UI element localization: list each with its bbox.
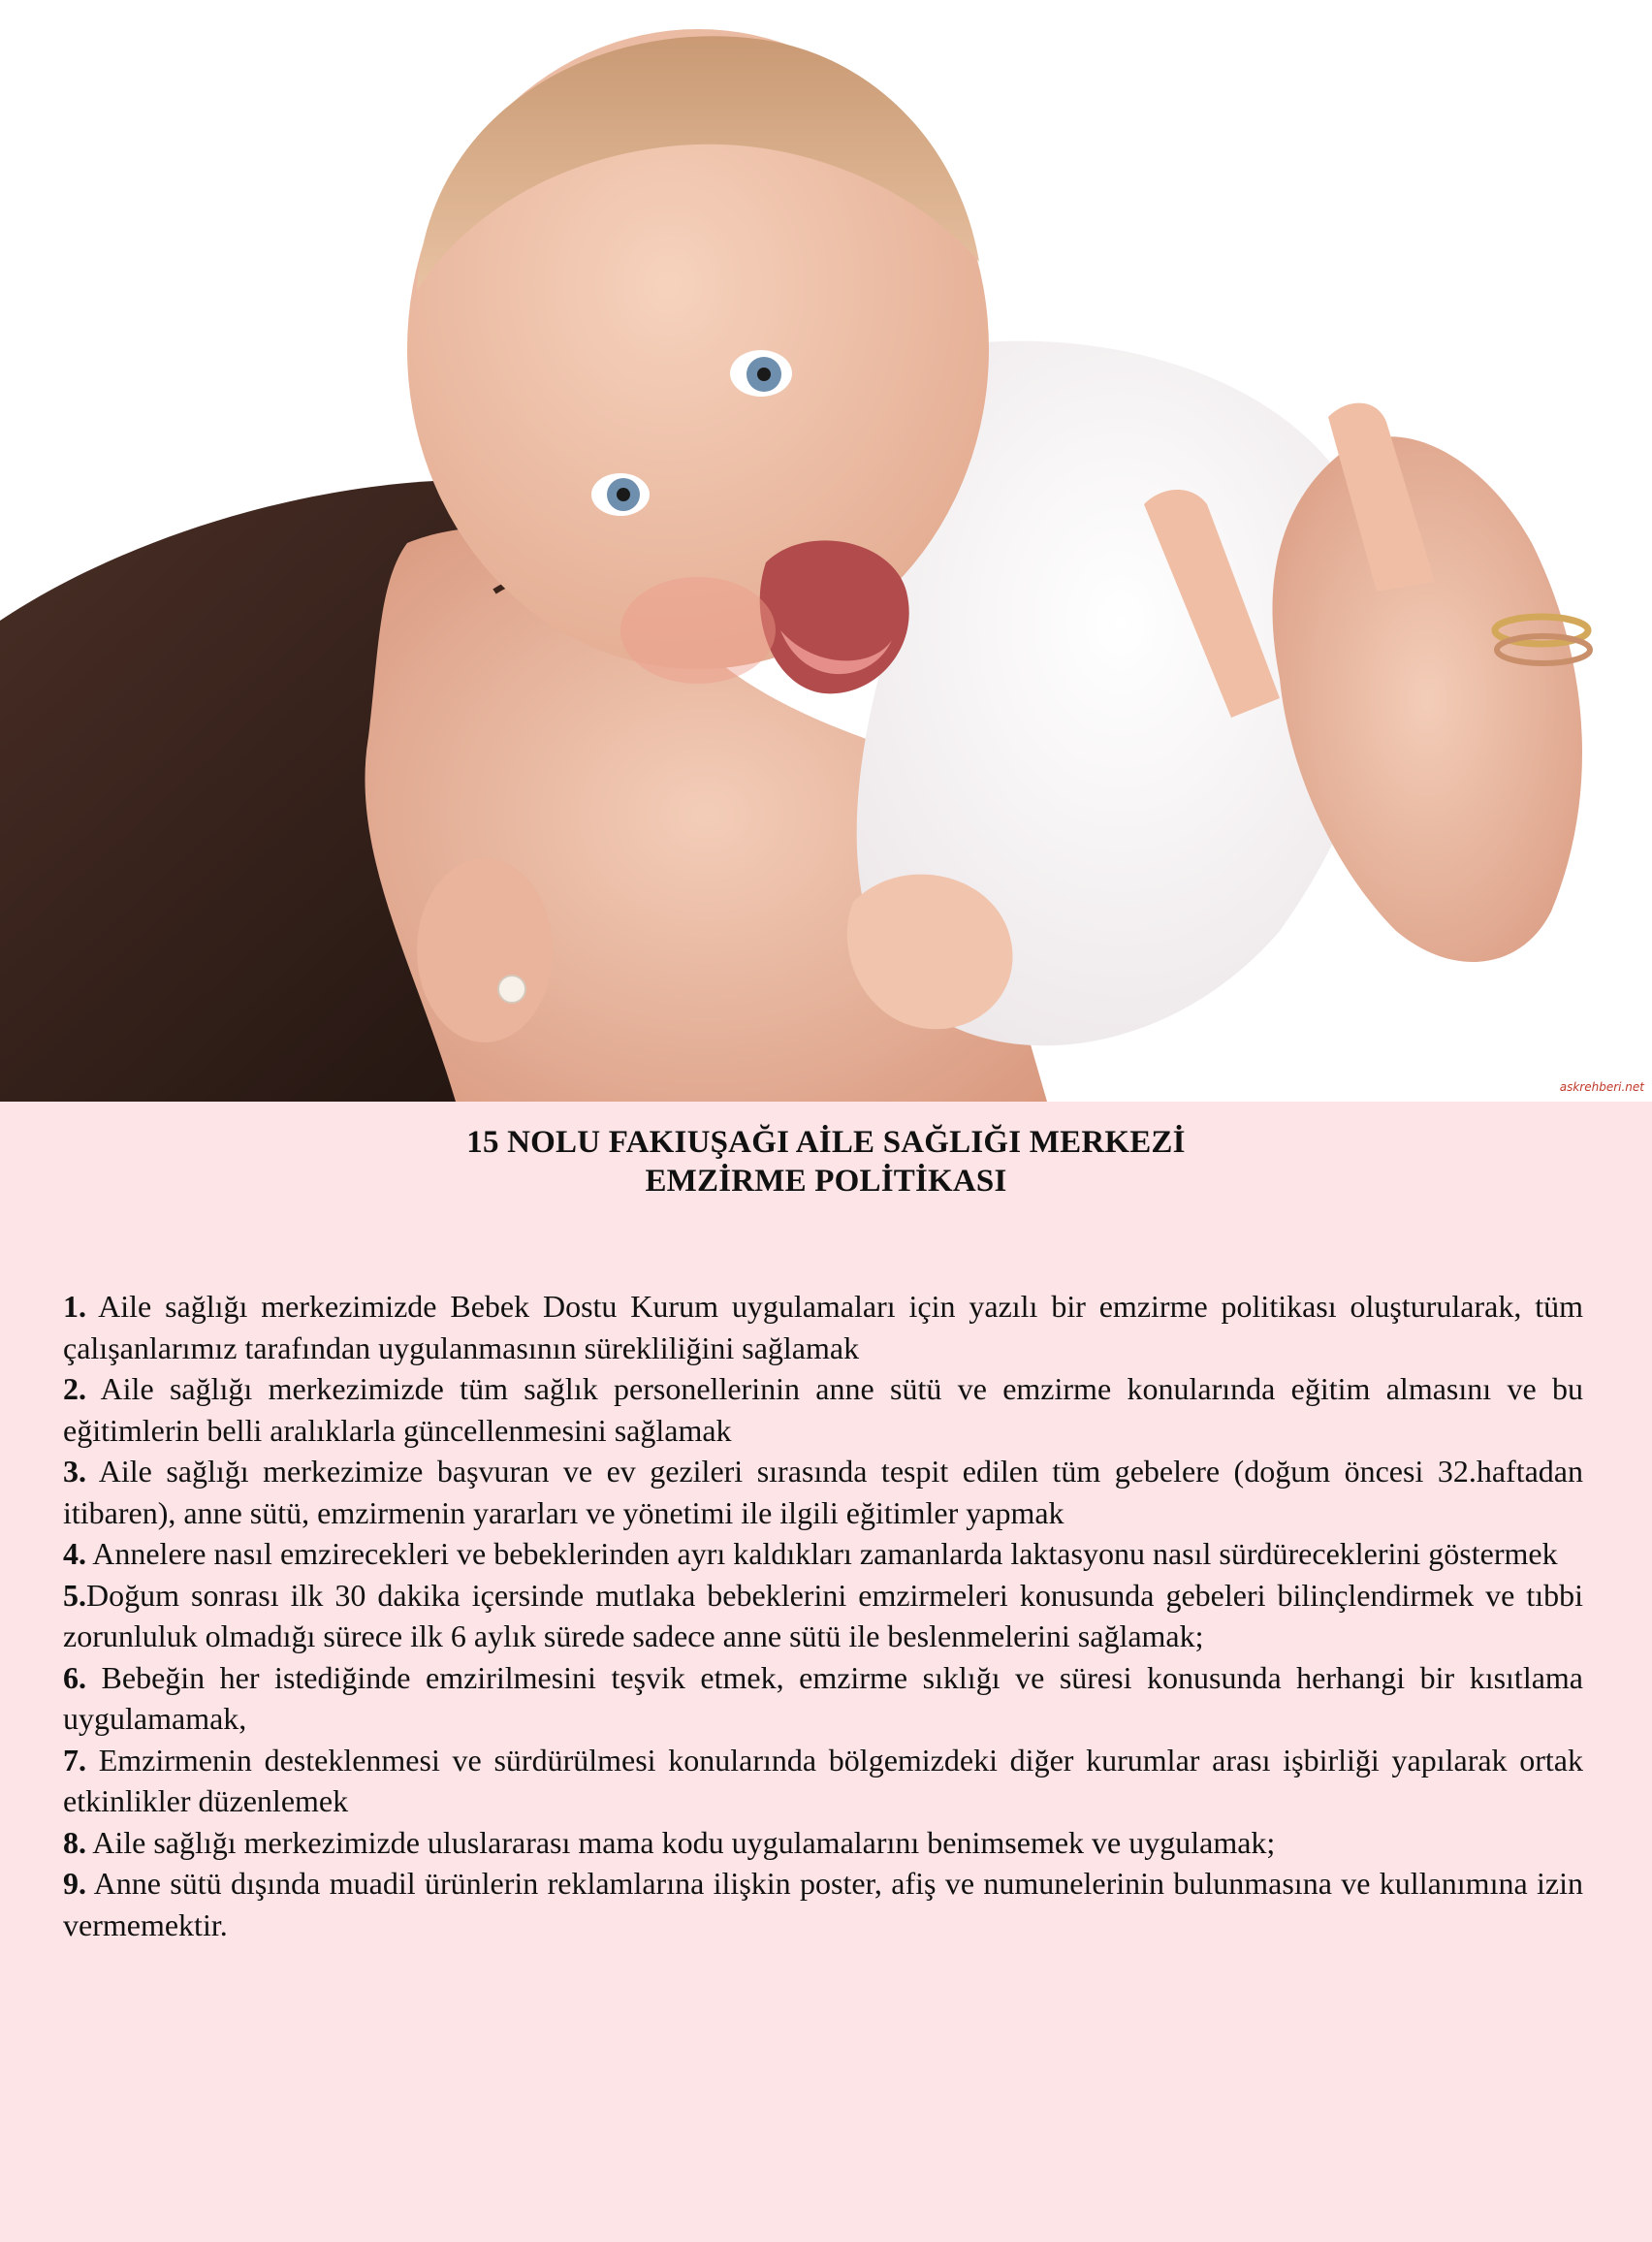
document-header: [0, 1123, 1652, 1201]
policy-item-text: Bebeğin her istediğinde emzirilmesini teşvik etmek, emzirme sıklığı ve süresi konusunda herhangi bir kısıtlama uygulamamak,: [63, 1659, 1583, 1736]
policy-item: [63, 1286, 1583, 1368]
policy-item-number: 1.: [63, 1289, 86, 1324]
document-title: 15 NOLU FAKIUŞAĞI AİLE SAĞLIĞI MERKEZİ: [466, 1125, 1186, 1160]
policy-item-text: Annelere nasıl emzirecekleri ve bebeklerinden ayrı kaldıkları zamanlarda laktasyonu nasıl sürdüreceklerini göstermek: [86, 1536, 1558, 1571]
policy-item-number: 4.: [63, 1536, 86, 1571]
policy-item-text: Aile sağlığı merkezimizde tüm sağlık personellerinin anne sütü ve emzirme konularında eğitim almasını ve bu eğitimlerin belli aralıklarla güncellenmesini sağlamak: [63, 1371, 1583, 1448]
policy-list: [63, 1286, 1583, 1945]
policy-item: [63, 1368, 1583, 1451]
document-subtitle: EMZİRME POLİTİKASI: [645, 1164, 1007, 1199]
policy-item: [63, 1740, 1583, 1822]
policy-item-number: 2.: [63, 1371, 86, 1406]
hero-photo: [0, 0, 1652, 1102]
policy-item: [63, 1657, 1583, 1740]
policy-item-number: 8.: [63, 1824, 86, 1860]
policy-item-text: Aile sağlığı merkezimizde uluslararası mama kodu uygulamalarını benimsemek ve uygulamak;: [86, 1824, 1276, 1860]
policy-item-number: 6.: [63, 1659, 86, 1695]
policy-item-text: Anne sütü dışında muadil ürünlerin reklamlarına ilişkin poster, afiş ve numunelerinin bulunmasına ve kullanımına izin vermemektir.: [63, 1866, 1583, 1942]
policy-item: [63, 1575, 1583, 1657]
policy-item-text: Emzirmenin desteklenmesi ve sürdürülmesi konularında bölgemizdeki diğer kurumlar arası işbirliği yapılarak ortak etkinlikler düzenlemek: [63, 1742, 1583, 1818]
policy-item: [63, 1863, 1583, 1945]
policy-item-text: Aile sağlığı merkezimizde Bebek Dostu Kurum uygulamaları için yazılı bir emzirme politikası oluşturularak, tüm çalışanlarımız tarafından uygulanmasının sürekliliğini sağlamak: [63, 1289, 1583, 1365]
policy-item: [63, 1451, 1583, 1533]
mother-baby-illustration: [0, 0, 1652, 1102]
watermark-text: askrehberi.net: [1559, 1080, 1644, 1094]
policy-item-number: 3.: [63, 1454, 86, 1489]
policy-item: [63, 1822, 1583, 1864]
policy-item: [63, 1533, 1583, 1575]
policy-item-text: Doğum sonrası ilk 30 dakika içersinde mutlaka bebeklerini emzirmeleri konusunda gebeleri bilinçlendirmek ve tıbbi zorunluluk olmadığı sürece ilk 6 aylık sürede sadece anne sütü ile beslenmelerini sağlamak;: [63, 1577, 1583, 1653]
policy-item-text: Aile sağlığı merkezimize başvuran ve ev gezileri sırasında tespit edilen tüm gebelere (doğum öncesi 32.haftadan itibaren), anne sütü, emzirmenin yararları ve yönetimi ile ilgili eğitimler yapmak: [63, 1454, 1583, 1530]
policy-item-number: 7.: [63, 1742, 86, 1778]
policy-item-number: 5.: [63, 1577, 86, 1613]
policy-item-number: 9.: [63, 1866, 86, 1901]
